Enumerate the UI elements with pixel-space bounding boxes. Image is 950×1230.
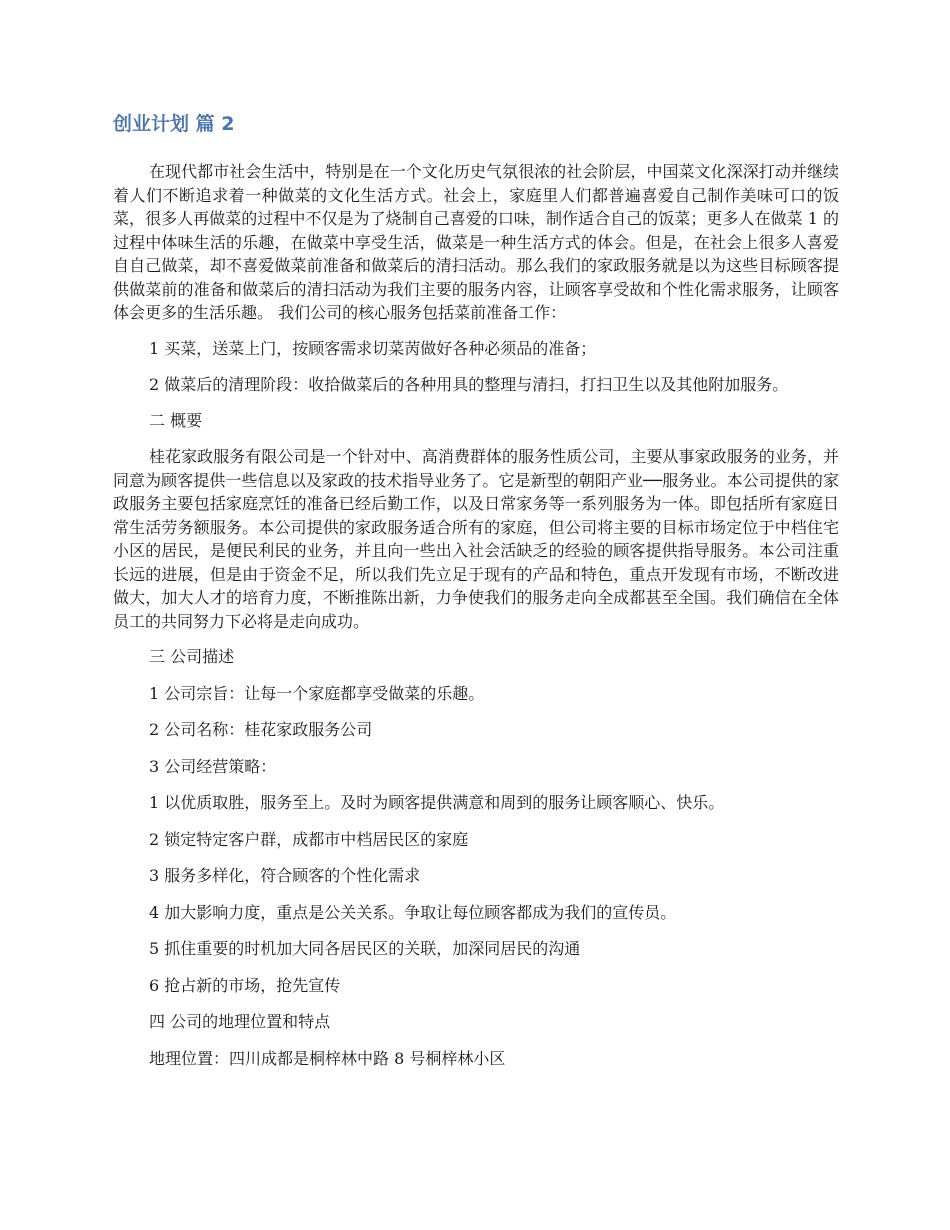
paragraph-purpose: 1 公司宗旨：让每一个家庭都享受做菜的乐趣。 bbox=[149, 683, 485, 703]
paragraph-overview: 桂花家政服务有限公司是一个针对中、高消费群体的服务性质公司，主要从事家政服务的业务，并同意为顾客提供一些信息以及家政的技术指导业务了。它是新型的朝阳产业──服务业。本公司提供的家政服务主要包括家庭烹饪的准备已经后勤工作，以及日常家务等一系列服务为一体。即包括所有家庭日常生活劳务额服务。本公司提供的家政服务适合所有的家庭，但公司将主要的目标市场定位于中档住宅小区的居民，是便民利民的业务，并且向一些出入社会活缺乏的经验的顾客提供指导服务。本公司注重长远的进展，但是由于资金不足，所以我们先立足于现有的产品和特色，重点开发现有市场，不断改进做大，加大人才的培育力度，不断推陈出新，力争使我们的服务走向全成都甚至全国。我们确信在全体员工的共同努力下必将是走向成功。 bbox=[113, 447, 839, 631]
strategy-item-5: 5 抓住重要的时机加大同各居民区的关联，加深同居民的沟通 bbox=[149, 939, 581, 958]
section-heading-company: 三 公司描述 bbox=[149, 647, 235, 666]
strategy-item-3: 3 服务多样化，符合顾客的个性化需求 bbox=[149, 866, 421, 885]
strategy-item-1: 1 以优质取胜，服务至上。及时为顾客提供满意和周到的服务让顾客顺心、快乐。 bbox=[149, 793, 725, 812]
paragraph-service-1: 1 买菜，送菜上门，按顾客需求切菜苪做好各种必须品的准备； bbox=[149, 338, 597, 358]
paragraph-location: 地理位置：四川成都是桐梓林中路 8 号桐梓林小区 bbox=[149, 1048, 506, 1068]
strategy-item-4: 4 加大影响力度，重点是公关关系。争取让每位顾客都成为我们的宣传员。 bbox=[149, 902, 677, 922]
section-heading-location: 四 公司的地理位置和特点 bbox=[149, 1012, 331, 1031]
paragraph-strategy: 3 公司经营策略： bbox=[149, 756, 277, 776]
strategy-item-2: 2 锁定特定客户群，成都市中档居民区的家庭 bbox=[149, 829, 469, 849]
document-page bbox=[113, 110, 839, 1083]
strategy-item-6: 6 抢占新的市场，抢先宣传 bbox=[149, 975, 341, 995]
section-heading-overview: 二 概要 bbox=[149, 410, 203, 430]
paragraph-name: 2 公司名称：桂花家政服务公司 bbox=[149, 720, 373, 739]
paragraph-service-2: 2 做菜后的清理阶段：收拾做菜后的各种用具的整理与清扫，打扫卫生以及其他附加服务。 bbox=[149, 375, 789, 394]
document-title: 创业计划 篇 2 bbox=[113, 113, 235, 135]
paragraph-intro: 在现代都市社会生活中，特别是在一个文化历史气氛很浓的社会阶层，中国菜文化深深打动并继续着人们不断追求着一种做菜的文化生活方式。社会上，家庭里人们都普遍喜爱自己制作美味可口的饭菜，很多人再做菜的过程中不仅是为了烧制自己喜爱的口味，制作适合自己的饭菜；更多人在做菜 1 的过程中体味生活的乐趣，在做菜中享受生活，做菜是一种生活方式的体会。但是，在社会上很多人喜爱自自己做菜，却不喜爱做菜前准备和做菜后的清扫活动。那么我们的家政服务就是以为这些目标顾客提供做菜前的准备和做菜后的清扫活动为我们主要的服务内容，让顾客享受故和个性化需求服务，让顾客体会更多的生活乐趣。 我们公司的核心服务包括菜前准备工作： bbox=[113, 162, 839, 322]
